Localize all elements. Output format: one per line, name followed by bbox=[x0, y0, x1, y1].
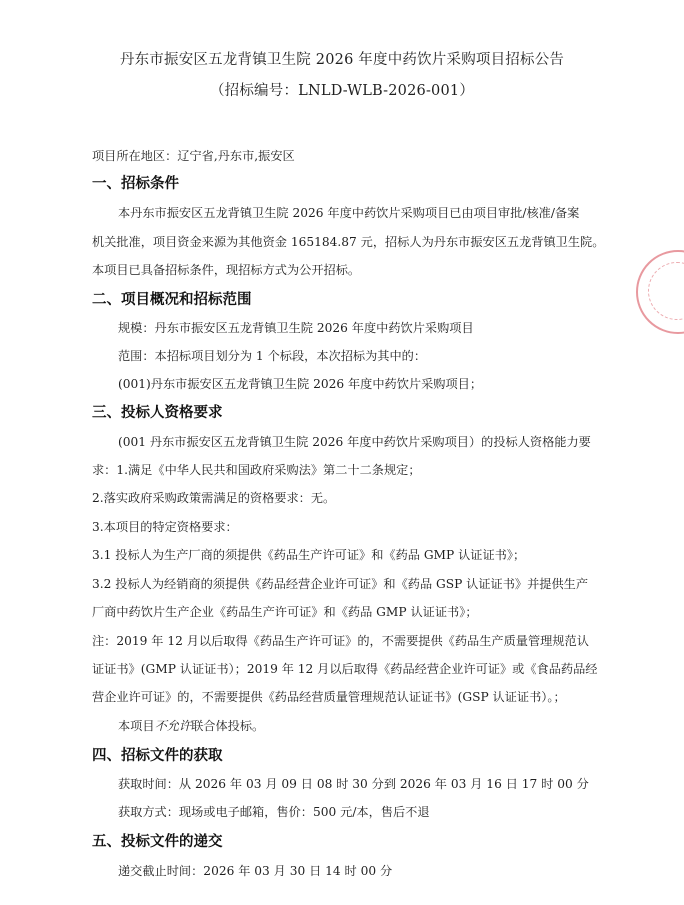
consortium-text: 本项目 bbox=[118, 719, 155, 733]
section-3-heading: 三、投标人资格要求 bbox=[92, 405, 223, 421]
consortium-statement bbox=[118, 717, 264, 735]
qualification-text: 求：1.满足《中华人民共和国政府采购法》第二十二条规定； bbox=[92, 463, 421, 477]
section-1-text: 本丹东市振安区五龙背镇卫生院 2026 年度中药饮片采购项目已由项目审批/核准/备案 bbox=[118, 206, 580, 220]
section-1-text: 本项目已具备招标条件，现招标方式为公开招标。 bbox=[92, 263, 361, 277]
qualification-text: 2.落实政府采购政策需满足的资格要求：无。 bbox=[92, 491, 336, 505]
qualification-text: 3.本项目的特定资格要求： bbox=[92, 520, 238, 534]
qualification-text: 厂商中药饮片生产企业《药品生产许可证》和《药品 GMP 认证证书》； bbox=[92, 605, 478, 619]
project-region: 项目所在地区：辽宁省,丹东市,振安区 bbox=[92, 149, 295, 163]
qualification-note: 证证书》(GMP 认证证书）；2019 年 12 月以后取得《药品经营企业许可证》或《食品药品经 bbox=[92, 662, 598, 676]
submission-deadline: 递交截止时间：2026 年 03 月 30 日 14 时 00 分 bbox=[118, 864, 393, 878]
project-scale: 规模：丹东市振安区五龙背镇卫生院 2026 年度中药饮片采购项目 bbox=[118, 321, 474, 335]
section-1-text: 机关批准，项目资金来源为其他资金 165184.87 元，招标人为丹东市振安区五龙背镇卫生院。 bbox=[92, 235, 605, 249]
document-title: 丹东市振安区五龙背镇卫生院 2026 年度中药饮片采购项目招标公告 bbox=[119, 52, 565, 68]
consortium-not-allowed: 不允许 bbox=[154, 719, 192, 733]
qualification-text: 3.2 投标人为经销商的须提供《药品经营企业许可证》和《药品 GSP 认证证书》并提供生产 bbox=[92, 577, 589, 591]
red-seal-stamp bbox=[636, 250, 684, 334]
qualification-note: 注：2019 年 12 月以后取得《药品生产许可证》的，不需要提供《药品生产质量管理规范认 bbox=[92, 634, 589, 648]
acquisition-time: 获取时间：从 2026 年 03 月 09 日 08 时 30 分到 2026 年 03 月 16 日 17 时 00 分 bbox=[118, 777, 589, 791]
section-1-heading: 一、招标条件 bbox=[92, 176, 179, 192]
consortium-text: 联合体投标。 bbox=[191, 719, 265, 733]
section-4-heading: 四、招标文件的获取 bbox=[92, 748, 223, 764]
section-2-heading: 二、项目概况和招标范围 bbox=[92, 292, 252, 308]
acquisition-method: 获取方式：现场或电子邮箱，售价：500 元/本，售后不退 bbox=[118, 805, 430, 819]
project-lot: (001)丹东市振安区五龙背镇卫生院 2026 年度中药饮片采购项目； bbox=[118, 377, 483, 391]
project-range: 范围：本招标项目划分为 1 个标段，本次招标为其中的： bbox=[118, 349, 427, 363]
seal-inner-ring bbox=[648, 262, 684, 320]
qualification-text: (001 丹东市振安区五龙背镇卫生院 2026 年度中药饮片采购项目）的投标人资格能力要 bbox=[118, 435, 591, 449]
qualification-text: 3.1 投标人为生产厂商的须提供《药品生产许可证》和《药品 GMP 认证证书》； bbox=[92, 548, 526, 562]
tender-number: （招标编号：LNLD-WLB-2026-001） bbox=[209, 83, 475, 99]
section-5-heading: 五、投标文件的递交 bbox=[92, 834, 223, 850]
qualification-note: 营企业许可证》的，不需要提供《药品经营质量管理规范认证证书》(GSP 认证证书）。； bbox=[92, 690, 566, 704]
